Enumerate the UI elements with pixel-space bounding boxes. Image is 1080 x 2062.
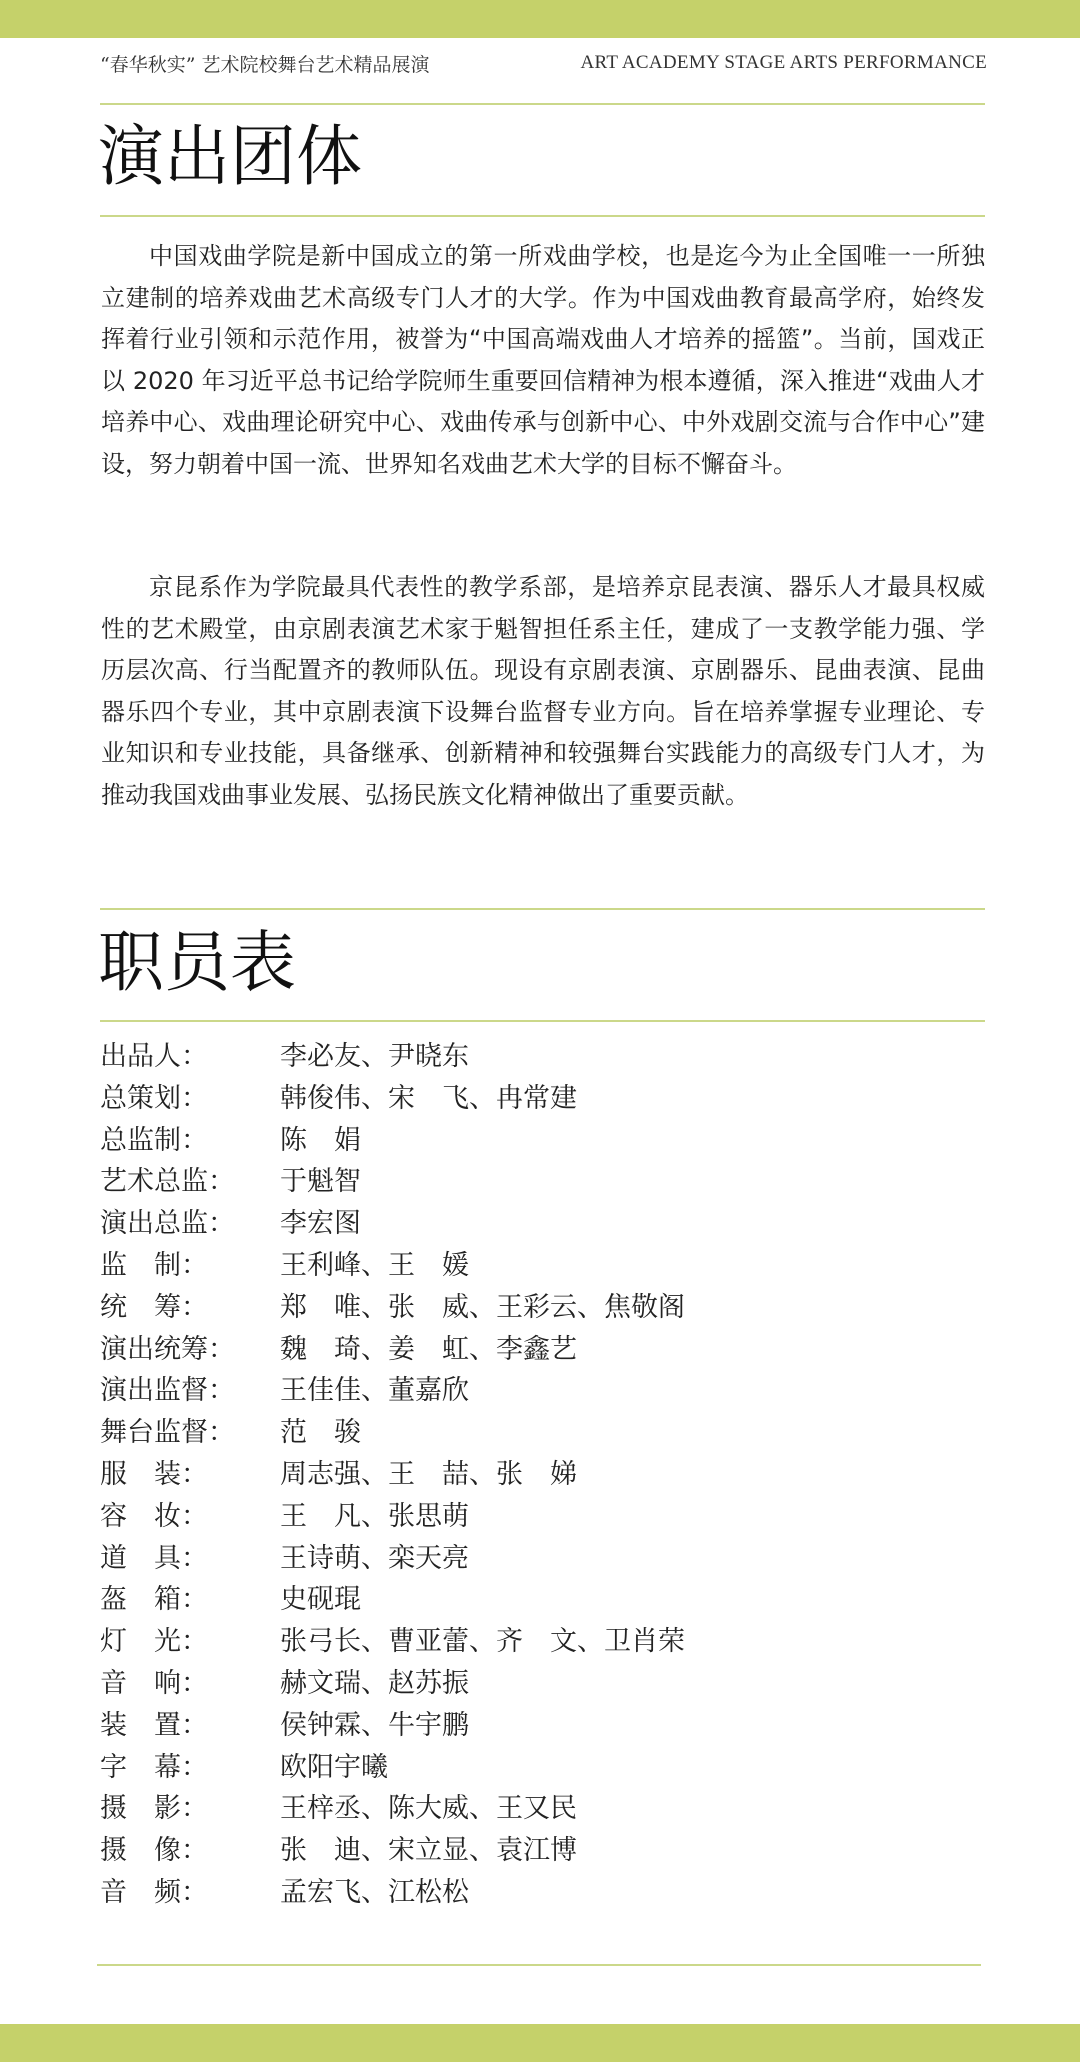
staff-names: 陈 娟	[280, 1124, 361, 1156]
staff-list	[100, 1036, 985, 1914]
staff-names: 王佳佳、董嘉欣	[280, 1375, 469, 1407]
staff-role: 艺术总监：	[100, 1166, 235, 1198]
staff-row	[100, 1412, 985, 1454]
staff-names: 王利峰、王 媛	[280, 1249, 469, 1281]
staff-row	[100, 1120, 985, 1162]
staff-names: 魏 琦、姜 虹、李鑫艺	[280, 1333, 577, 1365]
staff-names: 郑 唯、张 威、王彩云、焦敬阁	[280, 1291, 685, 1323]
staff-role: 摄 像：	[100, 1835, 208, 1867]
staff-names: 周志强、王 喆、张 娣	[280, 1458, 577, 1490]
troupe-section-title: 演出团体	[98, 118, 362, 195]
staff-row	[100, 1078, 985, 1120]
staff-role: 容 妆：	[100, 1500, 208, 1532]
staff-role: 舞台监督：	[100, 1417, 235, 1449]
staff-row	[100, 1454, 985, 1496]
staff-row	[100, 1621, 985, 1663]
staff-role: 演出总监：	[100, 1208, 235, 1240]
staff-names: 韩俊伟、宋 飞、冉常建	[280, 1082, 577, 1114]
staff-role: 总策划：	[100, 1082, 208, 1114]
staff-row	[100, 1663, 985, 1705]
staff-names: 于魁智	[280, 1166, 361, 1198]
troupe-paragraph-2: 京昆系作为学院最具代表性的教学系部，是培养京昆表演、器乐人才最具权威性的艺术殿堂，由京剧表演艺术家于魁智担任系主任，建成了一支教学能力强、学历层次高、行当配置齐的教师队伍。现设有京剧表演、京剧器乐、昆曲表演、昆曲器乐四个专业，其中京剧表演下设舞台监督专业方向。旨在培养掌握专业理论、专业知识和专业技能，具备继承、创新精神和较强舞台实践能力的高级专门人才，为推动我国戏曲事业发展、弘扬民族文化精神做出了重要贡献。	[101, 573, 985, 809]
staff-role: 道 具：	[100, 1542, 208, 1574]
staff-names: 王梓丞、陈大威、王又民	[280, 1793, 577, 1825]
staff-role: 统 筹：	[100, 1291, 208, 1323]
staff-row	[100, 1788, 985, 1830]
staff-row	[100, 1538, 985, 1580]
staff-role: 字 幕：	[100, 1751, 208, 1783]
staff-row	[100, 1496, 985, 1538]
staff-role: 灯 光：	[100, 1626, 208, 1658]
staff-row	[100, 1287, 985, 1329]
staff-row	[100, 1705, 985, 1747]
header-english-title: ART ACADEMY STAGE ARTS PERFORMANCE	[580, 52, 987, 73]
staff-row	[100, 1245, 985, 1287]
staff-names: 史砚琨	[280, 1584, 361, 1616]
staff-role: 装 置：	[100, 1709, 208, 1741]
staff-names: 侯钟霖、牛宇鹏	[280, 1709, 469, 1741]
bottom-accent-band	[0, 2024, 1080, 2062]
top-accent-band	[0, 0, 1080, 38]
staff-names: 李宏图	[280, 1208, 361, 1240]
staff-row	[100, 1036, 985, 1078]
staff-section-title: 职员表	[98, 924, 296, 1001]
divider	[100, 1020, 985, 1022]
staff-row	[100, 1329, 985, 1371]
staff-row	[100, 1872, 985, 1914]
staff-role: 演出统筹：	[100, 1333, 235, 1365]
staff-role: 服 装：	[100, 1458, 208, 1490]
staff-row	[100, 1747, 985, 1789]
staff-role: 出品人：	[100, 1041, 208, 1072]
staff-names: 王 凡、张思萌	[280, 1500, 469, 1532]
staff-role: 音 响：	[100, 1667, 208, 1699]
staff-names: 王诗萌、栾天亮	[280, 1542, 469, 1574]
staff-row	[100, 1579, 985, 1621]
staff-role: 摄 影：	[100, 1793, 208, 1825]
staff-row	[100, 1370, 985, 1412]
staff-names: 李必友、尹晓东	[280, 1041, 469, 1072]
divider	[100, 215, 985, 217]
staff-row	[100, 1830, 985, 1872]
divider	[100, 908, 985, 910]
staff-names: 赫文瑞、赵苏振	[280, 1667, 469, 1699]
staff-role: 监 制：	[100, 1249, 208, 1281]
staff-names: 范 骏	[280, 1417, 361, 1449]
staff-row	[100, 1203, 985, 1245]
staff-names: 张 迪、宋立显、袁江博	[280, 1835, 577, 1867]
staff-role: 总监制：	[100, 1124, 208, 1156]
staff-names: 孟宏飞、江松松	[280, 1876, 469, 1908]
divider	[97, 1964, 981, 1966]
troupe-paragraph-1: 中国戏曲学院是新中国成立的第一所戏曲学校，也是迄今为止全国唯一一所独立建制的培养戏曲艺术高级专门人才的大学。作为中国戏曲教育最高学府，始终发挥着行业引领和示范作用，被誉为“中国高端戏曲人才培养的摇篮”。当前，国戏正以 2020 年习近平总书记给学院师生重要回信精神为根本遵循，深入推进“戏曲人才培养中心、戏曲理论研究中心、戏曲传承与创新中心、中外戏剧交流与合作中心”建设，努力朝着中国一流、世界知名戏曲艺术大学的目标不懈奋斗。	[101, 242, 985, 478]
staff-names: 张弓长、曹亚蕾、齐 文、卫肖荣	[280, 1626, 685, 1658]
divider	[100, 103, 985, 105]
staff-role: 演出监督：	[100, 1375, 235, 1407]
staff-role: 盔 箱：	[100, 1584, 208, 1616]
staff-names: 欧阳宇曦	[280, 1751, 388, 1783]
staff-role: 音 频：	[100, 1876, 208, 1908]
header-event-title: “春华秋实” 艺术院校舞台艺术精品展演	[100, 54, 430, 76]
staff-row	[100, 1161, 985, 1203]
